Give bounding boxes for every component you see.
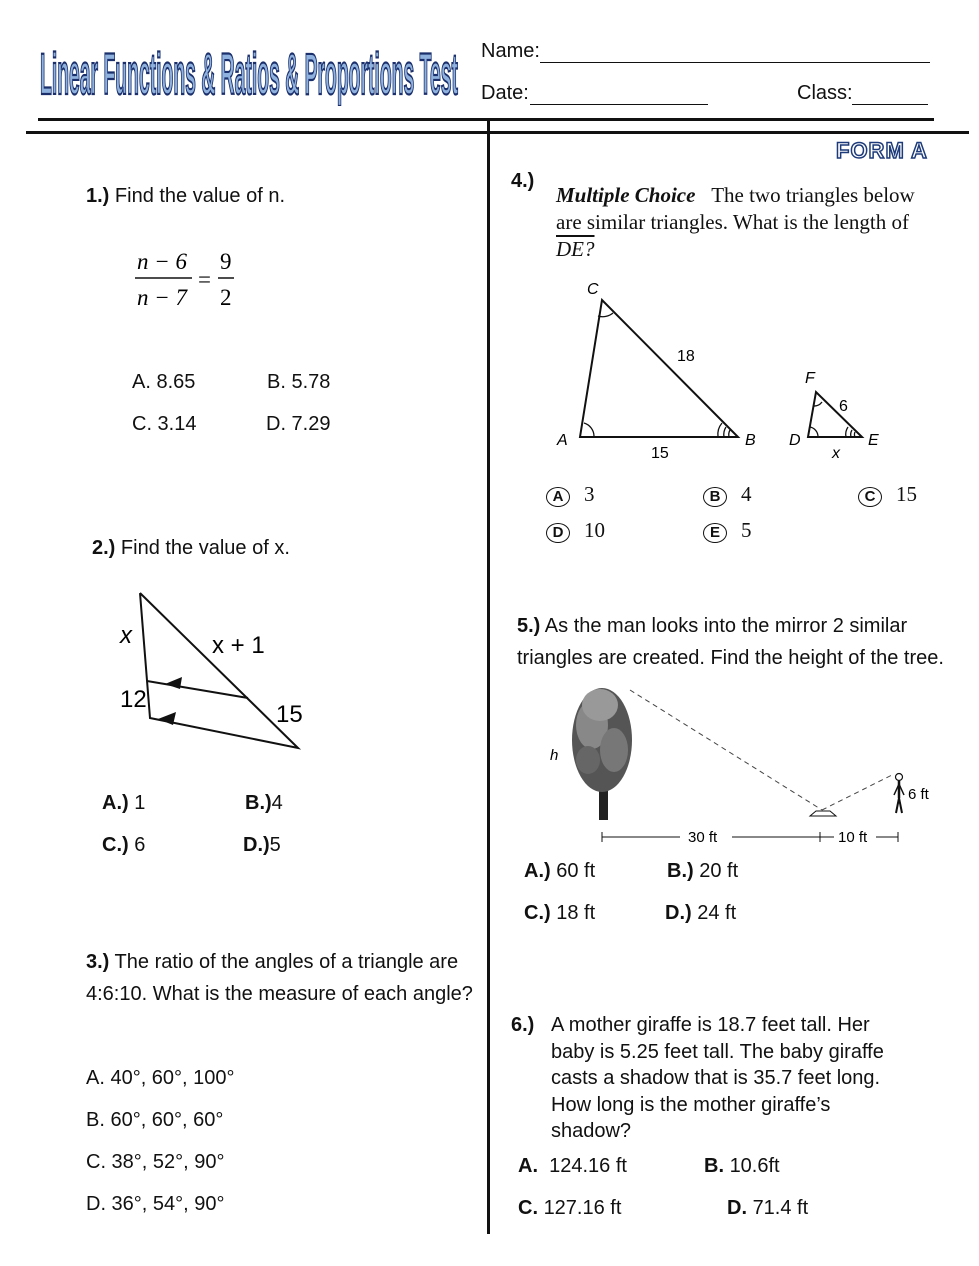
q6-option-c-value: 127.16 ft (543, 1197, 622, 1219)
test-title-text: Linear Functions & Ratios & Proportions Test (40, 42, 458, 106)
q5-option-b-letter: B.) (667, 860, 694, 882)
q4-text-line1: The two triangles below (711, 183, 915, 207)
q2-label-15: 15 (276, 701, 303, 728)
q6-line-5: shadow? (551, 1120, 632, 1142)
q1-equation (130, 245, 250, 315)
man-icon (894, 774, 904, 814)
q6-option-c-letter: C. (518, 1197, 538, 1219)
q5-label-30ft: 30 ft (688, 829, 718, 846)
date-field[interactable] (530, 104, 708, 105)
q5-option-a[interactable] (524, 860, 595, 883)
q1-option-c[interactable]: C. 3.14 (132, 413, 197, 435)
q4-option-d-letter: D (546, 523, 570, 543)
q3-text-line1: The ratio of the angles of a triangle are (114, 951, 459, 973)
q2-option-d[interactable] (243, 834, 281, 857)
q4-option-b[interactable] (703, 482, 752, 507)
q4-option-b-value: 4 (741, 482, 752, 506)
q2-option-a-value: 1 (134, 792, 146, 814)
q6-number: 6.) (511, 1014, 535, 1036)
q4-option-b-letter: B (703, 487, 727, 507)
q5-option-b[interactable] (667, 860, 738, 883)
q1-option-a[interactable]: A. 8.65 (132, 371, 196, 393)
q5-option-b-value: 20 ft (699, 860, 739, 882)
q6-option-b-value: 10.6ft (729, 1155, 780, 1177)
q1-eq-right-den: 2 (220, 285, 232, 310)
q4-label-c: C (587, 281, 599, 298)
q4-option-a-value: 3 (584, 482, 595, 506)
date-label: Date: (481, 82, 529, 104)
q4-option-e-value: 5 (741, 518, 752, 542)
q5-number: 5.) (517, 615, 541, 637)
q4-option-a[interactable] (546, 482, 595, 507)
q4-option-d[interactable] (546, 518, 605, 543)
q6-option-d-letter: D. (727, 1197, 747, 1219)
q2-option-b[interactable] (245, 792, 283, 815)
q2-label-12: 12 (120, 686, 147, 713)
q5-text-line1: As the man looks into the mirror 2 similar (544, 615, 908, 637)
q3-number: 3.) (86, 951, 110, 973)
q5-option-d-letter: D.) (665, 902, 692, 924)
q4-label-6: 6 (839, 398, 848, 415)
q3-option-c[interactable]: C. 38°, 52°, 90° (86, 1151, 225, 1173)
q4-label-18: 18 (677, 348, 695, 365)
q6-option-b-letter: B. (704, 1155, 724, 1177)
q2-option-c-value: 6 (134, 834, 146, 856)
q5-prompt (517, 610, 972, 674)
q4-label-a: A (557, 432, 568, 449)
q6-line-1: A mother giraffe is 18.7 feet tall. Her (551, 1014, 870, 1036)
q3-option-b[interactable]: B. 60°, 60°, 60° (86, 1109, 224, 1131)
q6-option-a-value: 124.16 ft (549, 1155, 627, 1177)
q2-option-b-value: 4 (271, 792, 283, 814)
form-label: FORM A (836, 138, 928, 163)
q1-text: Find the value of n. (114, 185, 286, 207)
q1-prompt (86, 180, 285, 212)
q4-diagram (550, 275, 890, 465)
q4-option-e[interactable] (703, 518, 752, 543)
q5-label-h: h (550, 747, 559, 764)
q1-eq-right-num: 9 (220, 249, 232, 274)
q4-prompt (556, 182, 936, 263)
q1-number: 1.) (86, 185, 110, 207)
q4-number: 4.) (511, 170, 535, 192)
q5-option-c[interactable] (524, 902, 595, 925)
q6-option-d-value: 71.4 ft (752, 1197, 809, 1219)
q3-prompt (86, 946, 473, 1010)
column-divider (487, 118, 490, 1234)
q2-option-b-letter: B.) (245, 792, 272, 814)
name-label: Name: (481, 40, 540, 62)
q2-prompt (92, 532, 290, 564)
q2-text: Find the value of x. (120, 537, 290, 559)
q2-label-x: x (120, 622, 132, 649)
class-label: Class: (797, 82, 853, 104)
q5-label-6ft: 6 ft (908, 786, 929, 803)
q2-label-x-plus-1: x + 1 (212, 632, 265, 659)
q4-label-d: D (789, 432, 801, 449)
q6-line-4: How long is the mother giraffe’s (551, 1093, 831, 1116)
q4-option-c-value: 15 (896, 482, 917, 506)
q4-label-b: B (745, 432, 756, 449)
q4-option-e-letter: E (703, 523, 727, 543)
q4-label-f: F (805, 370, 815, 387)
q5-option-d-value: 24 ft (697, 902, 737, 924)
tree-icon (572, 688, 632, 820)
q5-option-a-letter: A.) (524, 860, 551, 882)
q2-number: 2.) (92, 537, 116, 559)
q4-text-line2: are similar triangles. What is the length of (556, 210, 910, 234)
q4-label-15: 15 (651, 445, 669, 462)
q4-option-c[interactable] (858, 482, 917, 507)
q5-option-d[interactable] (665, 902, 736, 925)
q4-label-e: E (868, 432, 879, 449)
q6-option-c[interactable] (518, 1197, 621, 1220)
q2-option-d-value: 5 (269, 834, 281, 856)
q4-mc-label: Multiple Choice (556, 183, 696, 207)
q6-option-d[interactable] (727, 1197, 808, 1220)
q4-option-c-letter: C (858, 487, 882, 507)
q4-text-line3: DE? (556, 237, 595, 261)
q5-label-10ft: 10 ft (838, 829, 868, 846)
q5-option-a-value: 60 ft (556, 860, 596, 882)
q6-option-b[interactable] (704, 1155, 780, 1178)
q5-option-c-value: 18 ft (556, 902, 596, 924)
q2-option-c-letter: C.) (102, 834, 129, 856)
q4-label-x: x (832, 445, 840, 462)
q2-option-a[interactable] (102, 792, 145, 815)
q4-option-a-letter: A (546, 487, 570, 507)
q3-text-line2: 4:6:10. What is the measure of each angle? (86, 983, 473, 1005)
q6-option-a[interactable] (518, 1155, 627, 1178)
q6-line-3: casts a shadow that is 35.7 feet long. (551, 1067, 881, 1089)
q2-option-c[interactable] (102, 834, 145, 857)
q1-eq-left-den: n − 7 (137, 285, 188, 310)
q5-option-c-letter: C.) (524, 902, 551, 924)
q2-option-a-letter: A.) (102, 792, 129, 814)
q5-text-line2: triangles are created. Find the height of the tree. (517, 647, 944, 669)
q1-option-d[interactable]: D. 7.29 (266, 413, 331, 435)
q2-diagram (110, 585, 320, 770)
svg-text:=: = (198, 267, 211, 292)
class-field[interactable] (852, 104, 928, 105)
header-divider (38, 118, 934, 121)
q3-option-a[interactable]: A. 40°, 60°, 100° (86, 1067, 235, 1089)
q3-option-d[interactable]: D. 36°, 54°, 90° (86, 1193, 225, 1215)
q1-eq-left-num: n − 6 (137, 249, 188, 274)
q5-diagram (540, 680, 940, 850)
q6-prompt (551, 1012, 961, 1145)
q6-line-2: baby is 5.25 feet tall. The baby giraffe (551, 1040, 884, 1063)
q4-option-d-value: 10 (584, 518, 605, 542)
q2-option-d-letter: D.) (243, 834, 270, 856)
header-divider-lower (26, 131, 969, 134)
name-field[interactable] (540, 62, 930, 63)
test-title (40, 36, 460, 106)
q6-option-a-letter: A. (518, 1155, 538, 1177)
q1-option-b[interactable]: B. 5.78 (267, 371, 331, 393)
